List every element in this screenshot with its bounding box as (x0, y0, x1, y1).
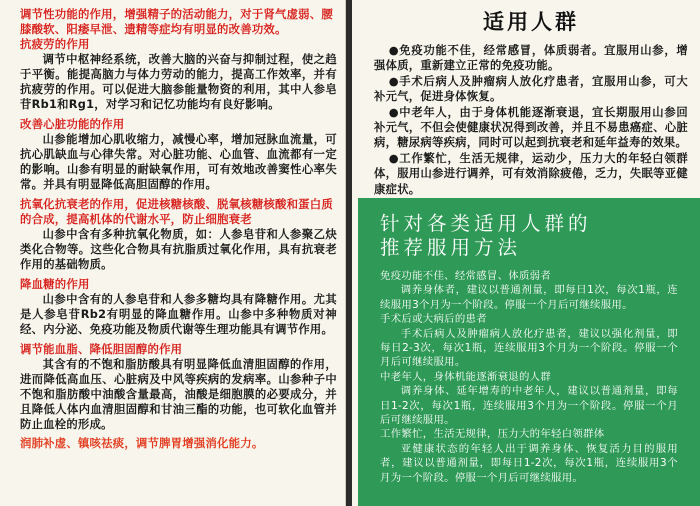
usage-group-heading: 手术后或大病后的患者 (380, 313, 487, 326)
left-page-footer: 润肺补虚、镇咳祛痰，调节脾胃增强消化能力。 (20, 436, 264, 450)
recommended-usage-panel (358, 198, 700, 506)
section-heading: 降血糖的作用 (20, 277, 90, 291)
section-heading: 抗氧化抗衰老的作用，促进核糖核酸、脱氧核糖核酸和蛋白质的合成，提高机体的代谢水平，防止细胞衰老 (20, 197, 333, 226)
panel-title-line1: 针对各类适用人群的 (380, 212, 592, 235)
target-group-item: ●中老年人，由于身体机能逐渐衰退，宜长期服用山参回补元气，不但会使健康状况得到改善，并且不易患癌症、心脏病，糖尿病等疾病，同时可以起到抗衰老和延年益寿的效果。 (374, 105, 688, 150)
section-heart-function (20, 117, 337, 192)
page-title: 适用人群 (483, 10, 579, 34)
section-subheading: 抗疲劳的作用 (20, 37, 90, 51)
section-heading: 改善心脏功能的作用 (20, 117, 125, 131)
section-body: 山参能增加心肌收缩力，减慢心率，增加冠脉血流量，可抗心肌缺血与心律失常。对心脏功能、心血管、血流都有一定的影响。山参有明显的耐缺氧作用，可有效地改善窦性心率失常。并具有明显降低高胆固醇的作用。 (20, 133, 337, 191)
section-blood-sugar (20, 277, 337, 337)
target-group-item: ●免疫功能不佳，经常感冒，体质弱者。宜服用山参，增强体质，重新建立正常的免疫功能。 (374, 44, 688, 73)
usage-group-body: 亚健康状态的年轻人出于调养身体、恢复活力目的服用者，建议以普通剂量，即每日1-2次，每次1瓶，连续服用3个月为一个阶段。停服一个月后可继续服用。 (380, 442, 678, 484)
section-body: 调节中枢神经系统，改善大脑的兴奋与抑制过程，使之趋于平衡。能提高脑力与体力劳动的能力，提高工作效率，并有抗疲劳的作用。可以促进大脑参能量物资的利用，其中人参皂苷Rb1和Rg1，对学习和记忆功能均有良好影响。 (20, 53, 337, 111)
panel-title-line2: 推荐服用方法 (380, 236, 522, 259)
usage-group-body: 调养身体者，建议以普通剂量，即每日1次，每次1瓶，连续服用3个月为一个阶段。停服一个月后可继续服用。 (380, 284, 678, 311)
left-page (0, 0, 346, 506)
section-anti-aging (20, 197, 337, 272)
section-body: 山参中含有多种抗氧化物质，如：人参皂苷和人参聚乙炔类化合物等。这些化合物具有抗脂质过氧化作用，具有抗衰老作用的基础物质。 (20, 228, 337, 271)
usage-group-heading: 免疫功能不佳、经常感冒、体质弱者 (380, 270, 552, 282)
section-heading: 调节性功能的作用，增强精子的活动能力，对于肾气虚弱、腰膝酸软、阳痿早泄、遗精等症均有明显的改善功效。 (20, 7, 333, 36)
target-group-item: ●手术后病人及肿瘤病人放化疗患者，宜服用山参，可大补元气，促进身体恢复。 (374, 74, 688, 104)
section-blood-lipid (20, 342, 337, 432)
usage-group-body: 调养身体、延年增寿的中老年人，建议以普通剂量，即每日1-2次，每次1瓶，连续服用3个月为一个阶段。停服一个月后可继续服用。 (380, 385, 678, 427)
section-body: 其含有的不饱和脂肪酸具有明显降低血清胆固醇的作用，进而降低高血压、心脏病及中风等疾病的发病率。山参种子中不饱和脂肪酸中油酸含量最高，油酸是细胞膜的必要成分，并且降低人体内血清胆固醇和甘油三酯的功能，也可软化血管并防止血栓的形成。 (20, 358, 337, 431)
section-sexual-function (20, 7, 337, 112)
usage-group-body: 手术后病人及肿瘤病人放化疗患者，建议以强化剂量，即每日2-3次，每次1瓶，连续服用3个月为一个阶段。停服一个月后可继续服用。 (380, 327, 678, 369)
target-group-item: ●工作繁忙，生活无规律，运动少，压力大的年轻白领群体，服用山参进行调养，可有效消除疲倦，乏力，失眠等亚健康症状。 (374, 151, 688, 196)
section-body: 山参中含有的人参皂苷和人参多糖均具有降糖作用。尤其是人参皂苷Rb2有明显的降血糖作用。山参中多种物质对神经、内分泌、免疫功能及物质代谢等生理功能具有调节作用。 (20, 293, 337, 336)
usage-group-heading: 中老年人，身体机能逐渐衰退的人群 (380, 370, 552, 383)
section-heading: 调节能血脂、降低胆固醇的作用 (20, 342, 183, 356)
usage-group-heading: 工作繁忙，生活无规律，压力大的年轻白领群体 (380, 428, 605, 441)
